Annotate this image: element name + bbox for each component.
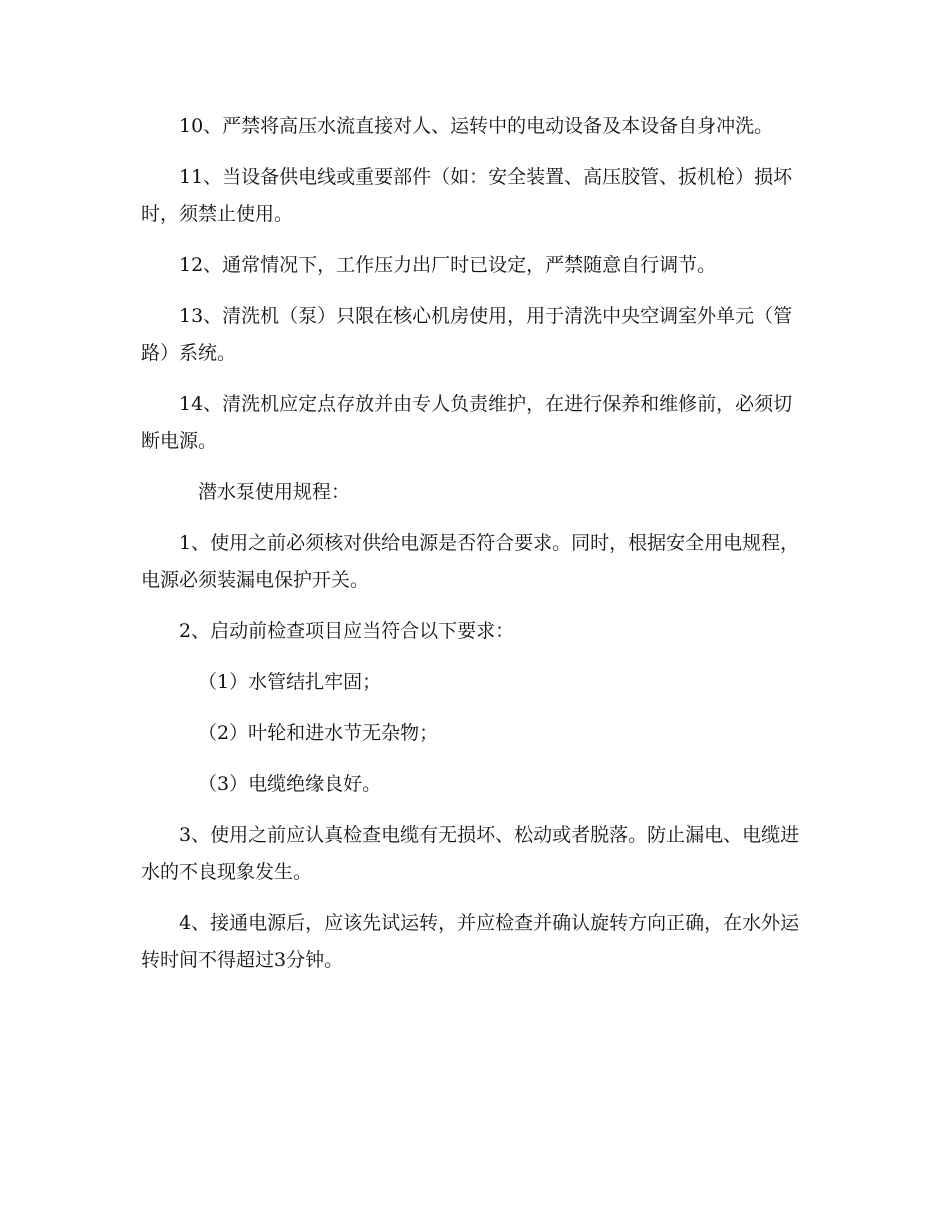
pump-subitem-1: （1）水管结扎牢固； [198, 671, 382, 693]
pump-rule-1: 1、使用之前必须核对供给电源是否符合要求。同时，根据安全用电规程，电源必须装漏电保护开关。 [141, 532, 800, 591]
document-body [141, 108, 806, 993]
pump-subitem-2: （2）叶轮和进水节无杂物； [198, 722, 439, 744]
pump-subitem-3: （3）电缆绝缘良好。 [198, 773, 382, 795]
rule-14: 14、清洗机应定点存放并由专人负责维护，在进行保养和维修前，必须切断电源。 [141, 393, 793, 452]
pump-rule-3: 3、使用之前应认真检查电缆有无损坏、松动或者脱落。防止漏电、电缆进水的不良现象发生。 [141, 824, 800, 883]
pump-rule-4: 4、接通电源后，应该先试运转，并应检查并确认旋转方向正确，在水外运转时间不得超过3分钟。 [141, 912, 800, 971]
pump-rule-2: 2、启动前检查项目应当符合以下要求： [179, 620, 515, 642]
rule-13: 13、清洗机（泵）只限在核心机房使用，用于清洗中央空调室外单元（管路）系统。 [141, 305, 793, 364]
rule-10: 10、严禁将高压水流直接对人、运转中的电动设备及本设备自身冲洗。 [179, 115, 774, 137]
rule-12: 12、通常情况下，工作压力出厂时已设定，严禁随意自行调节。 [179, 254, 717, 276]
rule-11: 11、当设备供电线或重要部件（如：安全装置、高压胶管、扳机枪）损坏时，须禁止使用。 [141, 166, 793, 225]
section-heading: 潜水泵使用规程： [198, 481, 351, 503]
